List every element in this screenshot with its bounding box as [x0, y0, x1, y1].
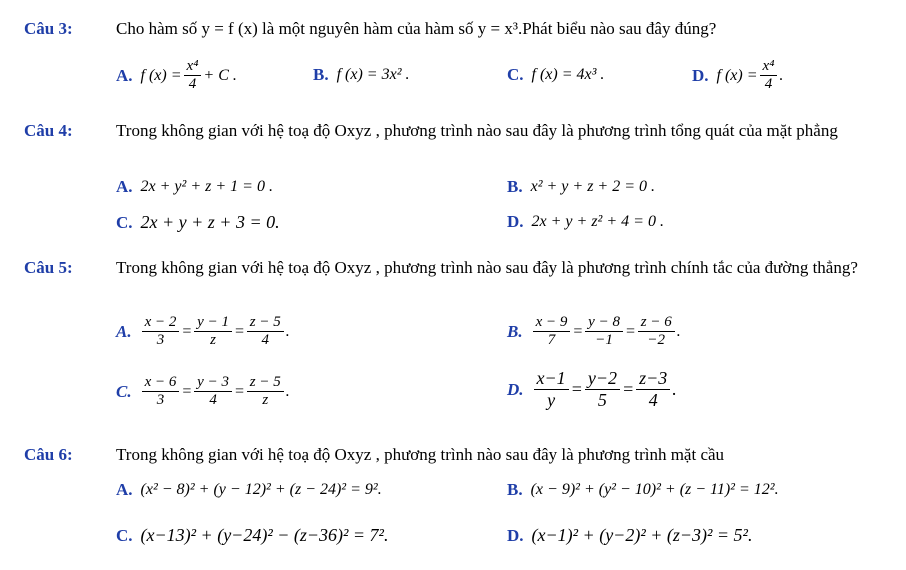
- option-a[interactable]: [116, 177, 273, 197]
- option-a[interactable]: A. $\frac{x - 2}{3}$ = $\frac{y - 1}{z}$ = $\frac{z - 5}{4}$ .: [116, 314, 290, 348]
- option-rest: + C .: [203, 66, 237, 84]
- fraction: $\frac{z-3}{4}$: [636, 368, 670, 411]
- option-expression: 2x + y² + z + 1 = 0 .: [140, 178, 273, 195]
- question-stem: Cho hàm số y = f (x) là một nguyên hàm của hàm số y = x³.Phát biểu nào sau đây đúng?: [116, 19, 717, 38]
- fraction: $\frac{y - 1}{z}$: [194, 314, 232, 349]
- option-label: B.: [507, 177, 523, 196]
- fraction: $\frac{x-1}{y}$: [534, 368, 569, 411]
- fraction: $\frac{x - 6}{3}$: [142, 374, 180, 409]
- option-label: B.: [507, 480, 523, 499]
- option-label: D.: [507, 525, 524, 545]
- option-a[interactable]: [116, 58, 237, 93]
- option-c[interactable]: [507, 65, 604, 85]
- option-d[interactable]: [692, 58, 783, 93]
- option-c[interactable]: [116, 212, 280, 233]
- option-expression: x² + y + z + 2 = 0 .: [530, 178, 656, 195]
- fraction: $\frac{x - 9}{7}$: [533, 314, 571, 349]
- fraction: $\frac{z - 6}{-2}$: [638, 314, 675, 349]
- option-label: D.: [507, 379, 524, 399]
- option-b[interactable]: [507, 480, 779, 500]
- option-b[interactable]: [313, 65, 410, 85]
- fraction: $\frac{z - 5}{4}$: [247, 314, 284, 349]
- fraction: $\frac{z - 5}{z}$: [247, 374, 284, 409]
- question-stem: Trong không gian với hệ toạ độ Oxyz , phương trình nào sau đây là phương trình chính tắc của đường thẳng?: [116, 258, 858, 277]
- fraction: $\frac{y - 3}{4}$: [194, 374, 232, 409]
- option-expression: 2x + y + z² + 4 = 0 .: [531, 213, 664, 230]
- option-lhs: f (x) =: [140, 66, 182, 84]
- option-expression: (x−13)² + (y−24)² − (z−36)² = 7².: [140, 525, 389, 545]
- option-c[interactable]: C. $\frac{x - 6}{3}$ = $\frac{y - 3}{4}$ = $\frac{z - 5}{z}$ .: [116, 374, 290, 408]
- option-expression: f (x) = 3x² .: [336, 66, 410, 83]
- question-stem: Trong không gian với hệ toạ độ Oxyz , phương trình nào sau đây là phương trình mặt cầu: [116, 445, 725, 464]
- option-lhs: f (x) =: [716, 66, 758, 84]
- option-a[interactable]: [116, 480, 382, 500]
- question-stem: Trong không gian với hệ toạ độ Oxyz , phương trình nào sau đây là phương trình tổng quát của mặt phẳng: [116, 121, 838, 140]
- question-label: Câu 4:: [24, 121, 73, 140]
- option-expression: (x−1)² + (y−2)² + (z−3)² = 5².: [531, 525, 753, 545]
- option-label: D.: [507, 212, 524, 231]
- option-label: A.: [116, 177, 133, 196]
- question-label: Câu 5:: [24, 258, 73, 277]
- option-label: C.: [116, 525, 133, 545]
- option-rest: .: [779, 66, 784, 84]
- option-d[interactable]: D. $\frac{x-1}{y}$ = $\frac{y-2}{5}$ = $\frac{z-3}{4}$ .: [507, 368, 677, 410]
- option-label: B.: [507, 321, 523, 341]
- option-label: A.: [116, 480, 133, 499]
- option-label: D.: [692, 65, 709, 85]
- option-c[interactable]: [116, 525, 388, 546]
- option-label: B.: [313, 65, 329, 84]
- option-label: C.: [507, 65, 524, 84]
- fraction: $\frac{y-2}{5}$: [585, 368, 620, 411]
- fraction: $\frac{\text{x⁴}}{4}$: [184, 58, 202, 93]
- question-label: Câu 3:: [24, 19, 73, 38]
- option-d[interactable]: [507, 212, 664, 232]
- option-label: A.: [116, 321, 132, 341]
- option-expression: (x² − 8)² + (y − 12)² + (z − 24)² = 9².: [140, 481, 382, 498]
- question-label: Câu 6:: [24, 445, 73, 464]
- fraction: $\frac{y - 8}{-1}$: [585, 314, 623, 349]
- option-expression: 2x + y + z + 3 = 0.: [140, 212, 280, 232]
- option-label: C.: [116, 212, 133, 232]
- option-b[interactable]: [507, 177, 655, 197]
- option-label: A.: [116, 65, 133, 85]
- option-label: C.: [116, 381, 132, 401]
- option-expression: f (x) = 4x³ .: [531, 66, 605, 83]
- fraction: $\frac{x - 2}{3}$: [142, 314, 180, 349]
- option-b[interactable]: B. $\frac{x - 9}{7}$ = $\frac{y - 8}{-1}$ = $\frac{z - 6}{-2}$ .: [507, 314, 681, 348]
- fraction: $\frac{\text{x⁴}}{4}$: [760, 58, 778, 93]
- option-expression: (x − 9)² + (y² − 10)² + (z − 11)² = 12².: [530, 481, 779, 498]
- option-d[interactable]: [507, 525, 752, 546]
